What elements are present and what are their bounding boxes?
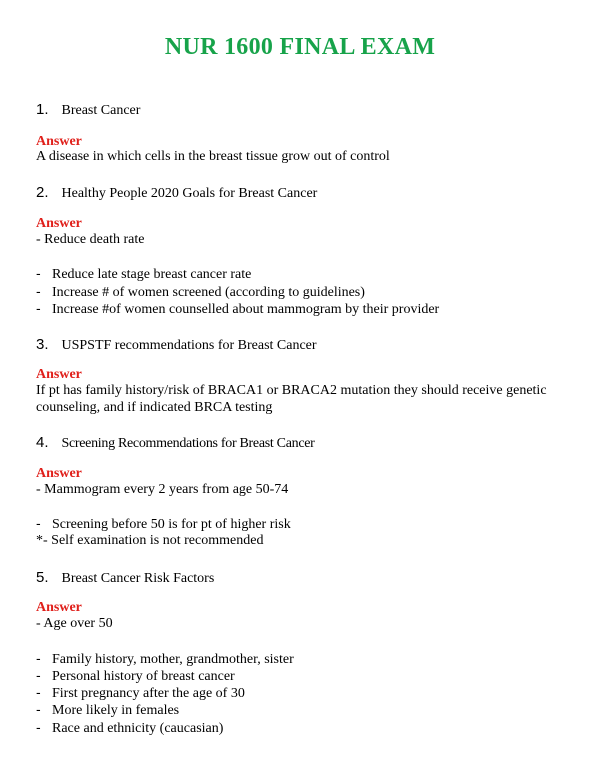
answer-label: Answer — [36, 367, 82, 382]
answer-text: A disease in which cells in the breast tissue grow out of control — [36, 149, 390, 164]
bullet-item: - Family history, mother, grandmother, sister — [36, 650, 294, 667]
bullet-dash: - — [36, 684, 41, 700]
page-title: NUR 1600 FINAL EXAM — [164, 34, 436, 60]
bullet-item: - Personal history of breast cancer — [36, 667, 235, 684]
question-3 — [36, 336, 317, 354]
question-text: USPSTF recommendations for Breast Cancer — [61, 338, 317, 353]
bullet-dash: - — [36, 283, 41, 299]
question-number: 3. — [36, 336, 49, 353]
bullet-item: - Race and ethnicity (caucasian) — [36, 719, 224, 736]
bullet-dash: - — [36, 701, 41, 717]
bullet-dash: - — [36, 515, 41, 531]
question-text: Breast Cancer Risk Factors — [61, 571, 215, 586]
bullet-item: - Screening before 50 is for pt of higher risk — [36, 515, 291, 532]
answer-text: - Reduce death rate — [36, 232, 145, 247]
question-2 — [36, 184, 317, 202]
answer-text: - Age over 50 — [36, 616, 113, 631]
question-5 — [36, 569, 214, 587]
question-number: 1. — [36, 101, 49, 118]
question-4 — [36, 434, 315, 452]
question-number: 2. — [36, 184, 49, 201]
question-text: Screening Recommendations for Breast Cancer — [61, 436, 315, 451]
question-number: 5. — [36, 569, 49, 586]
answer-text: counseling, and if indicated BRCA testing — [36, 400, 273, 415]
question-number: 4. — [36, 434, 49, 451]
bullet-dash: - — [36, 300, 41, 316]
question-text: Healthy People 2020 Goals for Breast Cancer — [61, 186, 318, 201]
answer-text: If pt has family history/risk of BRACA1 or BRACA2 mutation they should receive genetic — [36, 383, 547, 398]
bullet-item: - More likely in females — [36, 701, 180, 718]
bullet-item: - Increase #of women counselled about mammogram by their provider — [36, 300, 440, 317]
bullet-item: - Increase # of women screened (according to guidelines) — [36, 283, 365, 300]
question-1 — [36, 101, 140, 119]
note-text: *- Self examination is not recommended — [36, 533, 264, 548]
answer-label: Answer — [36, 466, 82, 481]
bullet-item: - First pregnancy after the age of 30 — [36, 684, 245, 701]
question-text: Breast Cancer — [61, 103, 141, 118]
answer-label: Answer — [36, 600, 82, 615]
answer-label: Answer — [36, 134, 82, 149]
answer-text: - Mammogram every 2 years from age 50-74 — [36, 482, 289, 497]
bullet-dash: - — [36, 667, 41, 683]
answer-label: Answer — [36, 216, 82, 231]
bullet-dash: - — [36, 650, 41, 666]
bullet-dash: - — [36, 719, 41, 735]
bullet-item: - Reduce late stage breast cancer rate — [36, 265, 252, 282]
bullet-dash: - — [36, 265, 41, 281]
